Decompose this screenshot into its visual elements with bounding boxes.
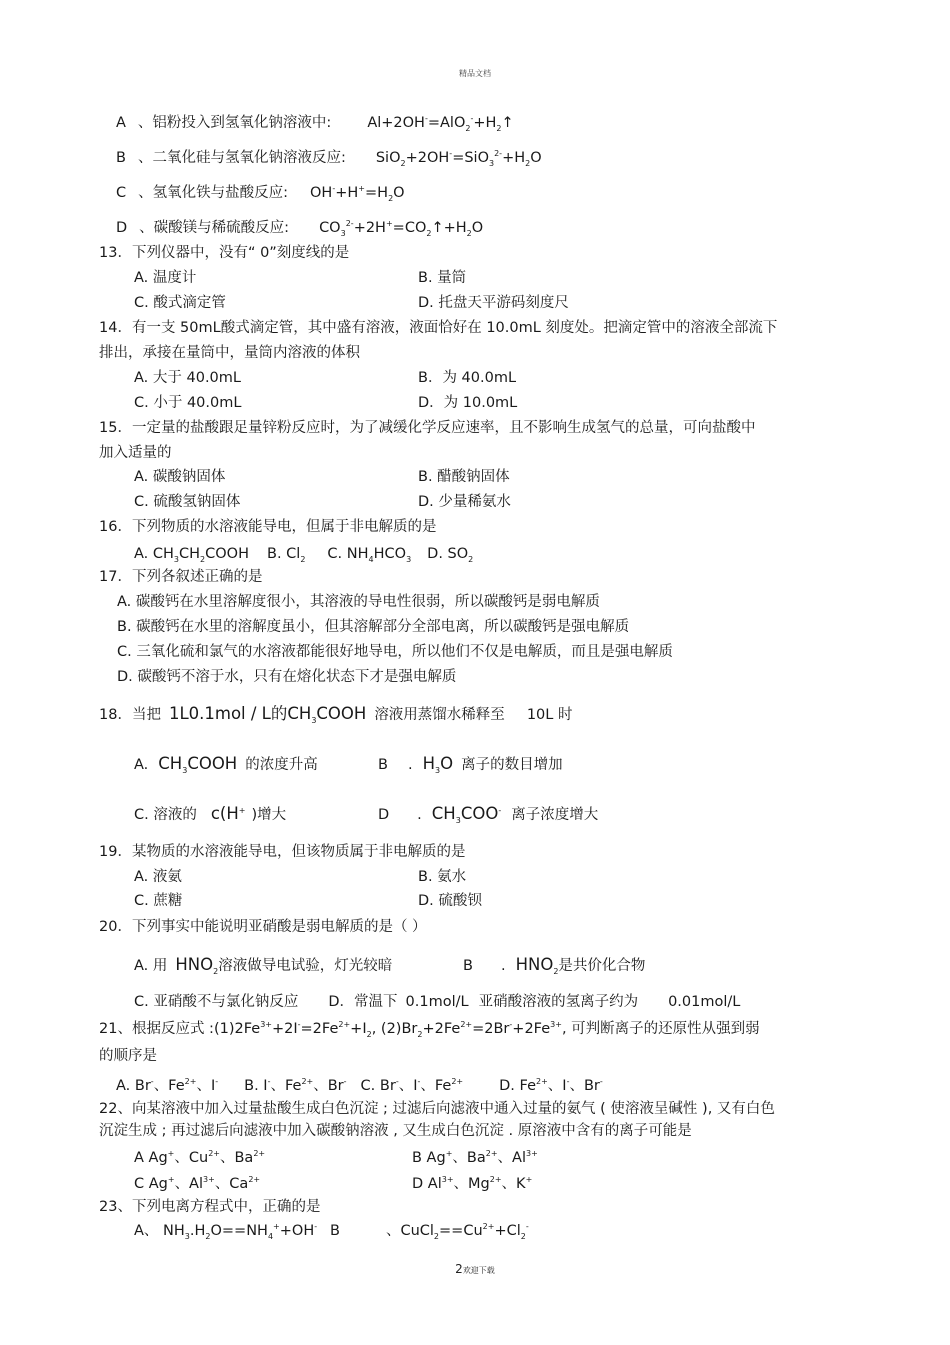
q18-option-a: A. $CH_3COOH$ 的浓度升高 bbox=[134, 754, 318, 775]
q18-stem: 18．当把 1L0.1mol / L的$CH_3COOH$ 溶液用蒸馏水稀释至 10L 时 bbox=[99, 704, 573, 725]
q13-option-c: C. 酸式滴定管 bbox=[134, 295, 226, 311]
q19-stem: 19．某物质的水溶液能导电，但该物质属于非电解质的是 bbox=[99, 844, 466, 860]
q22-stem-line2: 沉淀生成 ; 再过滤后向滤液中加入碳酸钠溶液 , 又生成白色沉淀 . 原溶液中含有的离子可能是 bbox=[99, 1123, 692, 1139]
q13-stem: 13．下列仪器中，没有“ 0”刻度线的是 bbox=[99, 245, 350, 261]
footer-text: 欢迎下载 bbox=[462, 1266, 495, 1275]
q17-option-c: C. 三氧化硫和氯气的水溶液都能很好地导电，所以他们不仅是电解质，而且是强电解质 bbox=[117, 644, 673, 660]
q15-stem-line2: 加入适量的 bbox=[99, 445, 172, 461]
q17-option-d: D. 碳酸钙不溶于水，只有在熔化状态下才是强电解质 bbox=[117, 669, 457, 685]
q23-stem: 23、下列电离方程式中，正确的是 bbox=[99, 1199, 321, 1215]
q17-stem: 17．下列各叙述正确的是 bbox=[99, 569, 263, 585]
q14-option-a: A. 大于 40.0mL bbox=[134, 370, 241, 386]
q12-option-c: C 、氢氧化铁与盐酸反应: $OH^-+H^+=H_2O$ bbox=[116, 184, 405, 203]
q14-option-b: B．为 40.0mL bbox=[418, 370, 517, 386]
q18-option-b: B . $H_3O$ 离子的数目增加 bbox=[378, 754, 563, 775]
page-number: 2 bbox=[455, 1262, 463, 1276]
q22-option-d: D $Al^{3+}$、$Mg^{2+}$、K+ bbox=[412, 1175, 533, 1192]
q12-option-d: D 、碳酸镁与稀硫酸反应: $CO_3^{2-}+2H^+=CO_2↑+H_2O$ bbox=[116, 219, 484, 238]
q23-option-b: B 、$CuCl_2==Cu^{2+}+Cl_2^-$ bbox=[330, 1222, 529, 1241]
q13-option-d: D. 托盘天平游码刻度尺 bbox=[418, 295, 569, 311]
q14-stem-line1: 14．有一支 50mL酸式滴定管，其中盛有溶液，液面恰好在 10.0mL 刻度处。把滴定管中的溶液全部流下 bbox=[99, 320, 778, 336]
q22-option-b: B Ag+、$Ba^{2+}$、$Al^{3+}$ bbox=[412, 1149, 538, 1166]
q23-option-a: A、 $NH_3.H_2O==NH_4^++OH^-$ bbox=[134, 1222, 318, 1241]
q15-option-d: D. 少量稀氨水 bbox=[418, 494, 511, 510]
q20-stem: 20．下列事实中能说明亚硝酸是弱电解质的是（ ） bbox=[99, 919, 427, 935]
q22-option-c: C Ag+、$Al^{3+}$、$Ca^{2+}$ bbox=[134, 1175, 261, 1192]
q16-stem: 16．下列物质的水溶液能导电，但属于非电解质的是 bbox=[99, 519, 437, 535]
q20-option-a: A. 用 $HNO_2$溶液做导电试验，灯光较暗 bbox=[134, 955, 393, 976]
q19-option-d: D. 硫酸钡 bbox=[418, 893, 482, 909]
q22-option-a: A Ag+、$Cu^{2+}$、$Ba^{2+}$ bbox=[134, 1149, 266, 1166]
q15-option-c: C. 硫酸氢钠固体 bbox=[134, 494, 241, 510]
q17-option-a: A. 碳酸钙在水里溶解度很小，其溶液的导电性很弱，所以碳酸钙是弱电解质 bbox=[117, 594, 600, 610]
page-header: 精品文档 bbox=[459, 69, 491, 78]
q15-stem-line1: 15．一定量的盐酸跟足量锌粉反应时，为了减缓化学反应速率，且不影响生成氢气的总量，可向盐酸中 bbox=[99, 420, 756, 436]
q19-option-a: A. 液氨 bbox=[134, 869, 182, 885]
q15-option-b: B. 醋酸钠固体 bbox=[418, 469, 510, 485]
q14-stem-line2: 排出，承接在量筒中，量筒内溶液的体积 bbox=[99, 345, 360, 361]
q22-stem-line1: 22、向某溶液中加入过量盐酸生成白色沉淀 ; 过滤后向滤液中通入过量的氨气 ( 使溶液呈碱性 ), 又有白色 bbox=[99, 1101, 775, 1117]
q13-option-a: A. 温度计 bbox=[134, 270, 197, 286]
q19-option-c: C. 蔗糖 bbox=[134, 893, 183, 909]
q12-option-b: B 、二氧化硅与氢氧化钠溶液反应: $SiO_2+2OH^-=SiO_3^{2-}+H_2O$ bbox=[116, 149, 542, 168]
q18-option-c: C. 溶液的 c(H+ )增大 bbox=[134, 804, 287, 823]
q21-stem-line1: 21、根据反应式 $:(1)2Fe^{3+}+2I^-=2Fe^{2+}+I_2$, $(2)Br_2+2Fe^{2+}=2Br^-+2Fe^{3+}$, 可判断离子的还原性从强到弱 bbox=[99, 1020, 760, 1039]
q20-option-b: B . $HNO_2$是共价化合物 bbox=[463, 955, 646, 976]
q21-stem-line2: 的顺序是 bbox=[99, 1048, 157, 1064]
q20-option-c-d: C. 亚硝酸不与氯化钠反应 D．常温下 0.1mol/L 亚硝酸溶液的氢离子约为 0.01mol/L bbox=[134, 994, 741, 1010]
q12-option-a: A 、铝粉投入到氢氧化钠溶液中: $Al+2OH^-=AlO_2^-+H_2↑$ bbox=[116, 114, 514, 133]
page-footer bbox=[0, 1262, 950, 1276]
q14-option-c: C. 小于 40.0mL bbox=[134, 395, 242, 411]
q21-options: A. Br-、$Fe^{2+}$、I- B. I-、$Fe^{2+}$、Br- C. Br-、I-、$Fe^{2+}$ D. $Fe^{2+}$、I-、Br- bbox=[116, 1077, 603, 1094]
q15-option-a: A. 碳酸钠固体 bbox=[134, 469, 226, 485]
q19-option-b: B. 氨水 bbox=[418, 869, 467, 885]
q18-option-d: D . $CH_3COO^-$ 离子浓度增大 bbox=[378, 804, 599, 825]
q14-option-d: D．为 10.0mL bbox=[418, 395, 518, 411]
q17-option-b: B. 碳酸钙在水里的溶解度虽小，但其溶解部分全部电离，所以碳酸钙是强电解质 bbox=[117, 619, 630, 635]
q13-option-b: B. 量筒 bbox=[418, 270, 467, 286]
q16-options: A. $CH_3CH_2COOH$ B. $Cl_2$ C. $NH_4HCO_3$ D. $SO_2$ bbox=[134, 546, 474, 564]
